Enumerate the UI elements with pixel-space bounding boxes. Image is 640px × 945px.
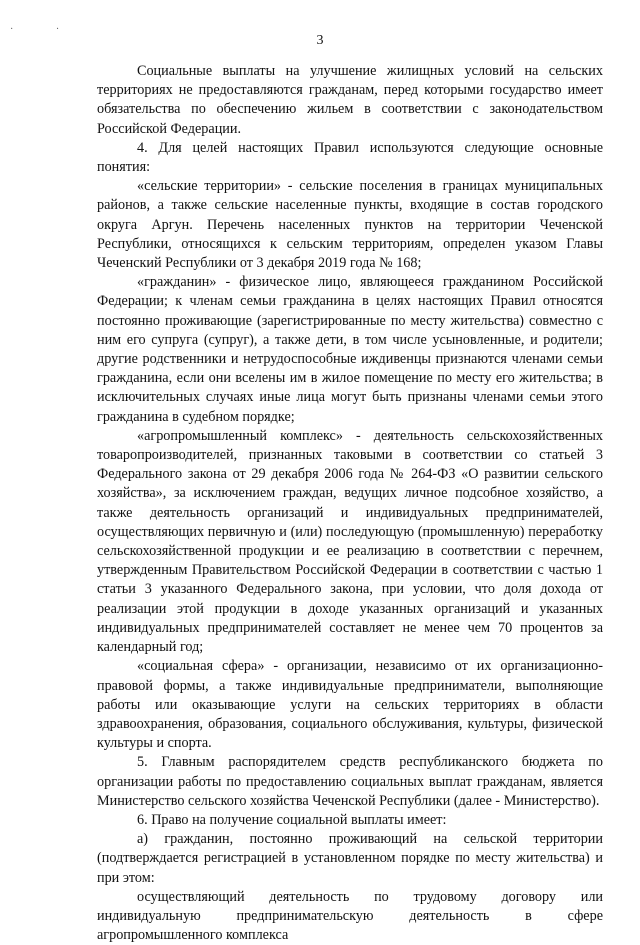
scan-marks: · · <box>10 24 80 35</box>
paragraph-social-payments-exclusion: Социальные выплаты на улучшение жилищных условий на сельских территориях не предоставляются гражданам, перед которыми государство имеет обязательства по обеспечению жильем в соответствии с законодательством Российской Федерации. <box>97 63 603 137</box>
paragraph-rural-territories: «сельские территории» - сельские поселения в границах муниципальных районов, а также сельские населенные пункты, входящие в состав городского округа Аргун. Перечень населенных пунктов на территории Чеченской Республики, относящихся к сельским территориям, определен указом Главы Чеченский Республики от 3 декабря 2019 года № 168; <box>97 178 603 272</box>
document-body <box>97 62 603 945</box>
page-number: 3 <box>316 33 324 48</box>
paragraph-6-eligibility: 6. Право на получение социальной выплаты имеет: <box>137 811 447 828</box>
paragraph-agro-complex: «агропромышленный комплекс» - деятельность сельскохозяйственных товаропроизводителей, признанных таковыми в соответствии со статьей 3 Федерального закона от 29 декабря 2006 года № 264-ФЗ «О развитии сельского хозяйства», за исключением граждан, ведущих личное подсобное хозяйство, а также деятельность организаций и индивидуальных предпринимателей, осуществляющих первичную и (или) последующую (промышленную) переработку сельскохозяйственной продукции и ее реализацию в соответствии с перечнем, утвержденным Правительством Российской Федерации в соответствии с частью 1 статьи 3 указанного Федерального закона, при условии, что доля дохода от реализации этой продукции в доходе указанных организаций и указанных индивидуальных предпринимателей составляет не менее чем 70 процентов за календарный год; <box>97 427 603 656</box>
paragraph-employment-agro: осуществляющий деятельность по трудовому договору или индивидуальную предпринимательскую деятельность в сфере агропромышленного комплекса <box>97 888 603 944</box>
paragraph-6a-resident: а) гражданин, постоянно проживающий на сельской территории (подтверждается регистрацией в установленном порядке по месту жительства) и при этом: <box>97 831 603 886</box>
paragraph-4-definitions: 4. Для целей настоящих Правил используются следующие основные понятия: <box>97 139 603 176</box>
paragraph-social-sphere: «социальная сфера» - организации, независимо от их организационно-правовой формы, а также индивидуальные предприниматели, выполняющие работы или оказывающие услуги на сельских территориях в области здравоохранения, образования, социального обслуживания, культуры, физической культуры и спорта. <box>97 658 603 752</box>
paragraph-citizen: «гражданин» - физическое лицо, являющееся гражданином Российской Федерации; к членам семьи гражданина в целях настоящих Правил относятся постоянно проживающие (зарегистрированные по месту жительства) совместно с ним его супруга (супруг), а также дети, в том числе усыновленные, и родители; другие родственники и нетрудоспособные иждивенцы признаются членами семьи гражданина, если они вселены им в жилое помещение по месту его жительства; в исключительных случаях иные лица могут быть признаны членами семьи этого гражданина в судебном порядке; <box>97 274 603 425</box>
paragraph-5-main-administrator: 5. Главным распорядителем средств республиканского бюджета по организации работы по предоставлению социальных выплат гражданам, является Министерство сельского хозяйства Чеченской Республики (далее - Министерство). <box>97 754 603 809</box>
